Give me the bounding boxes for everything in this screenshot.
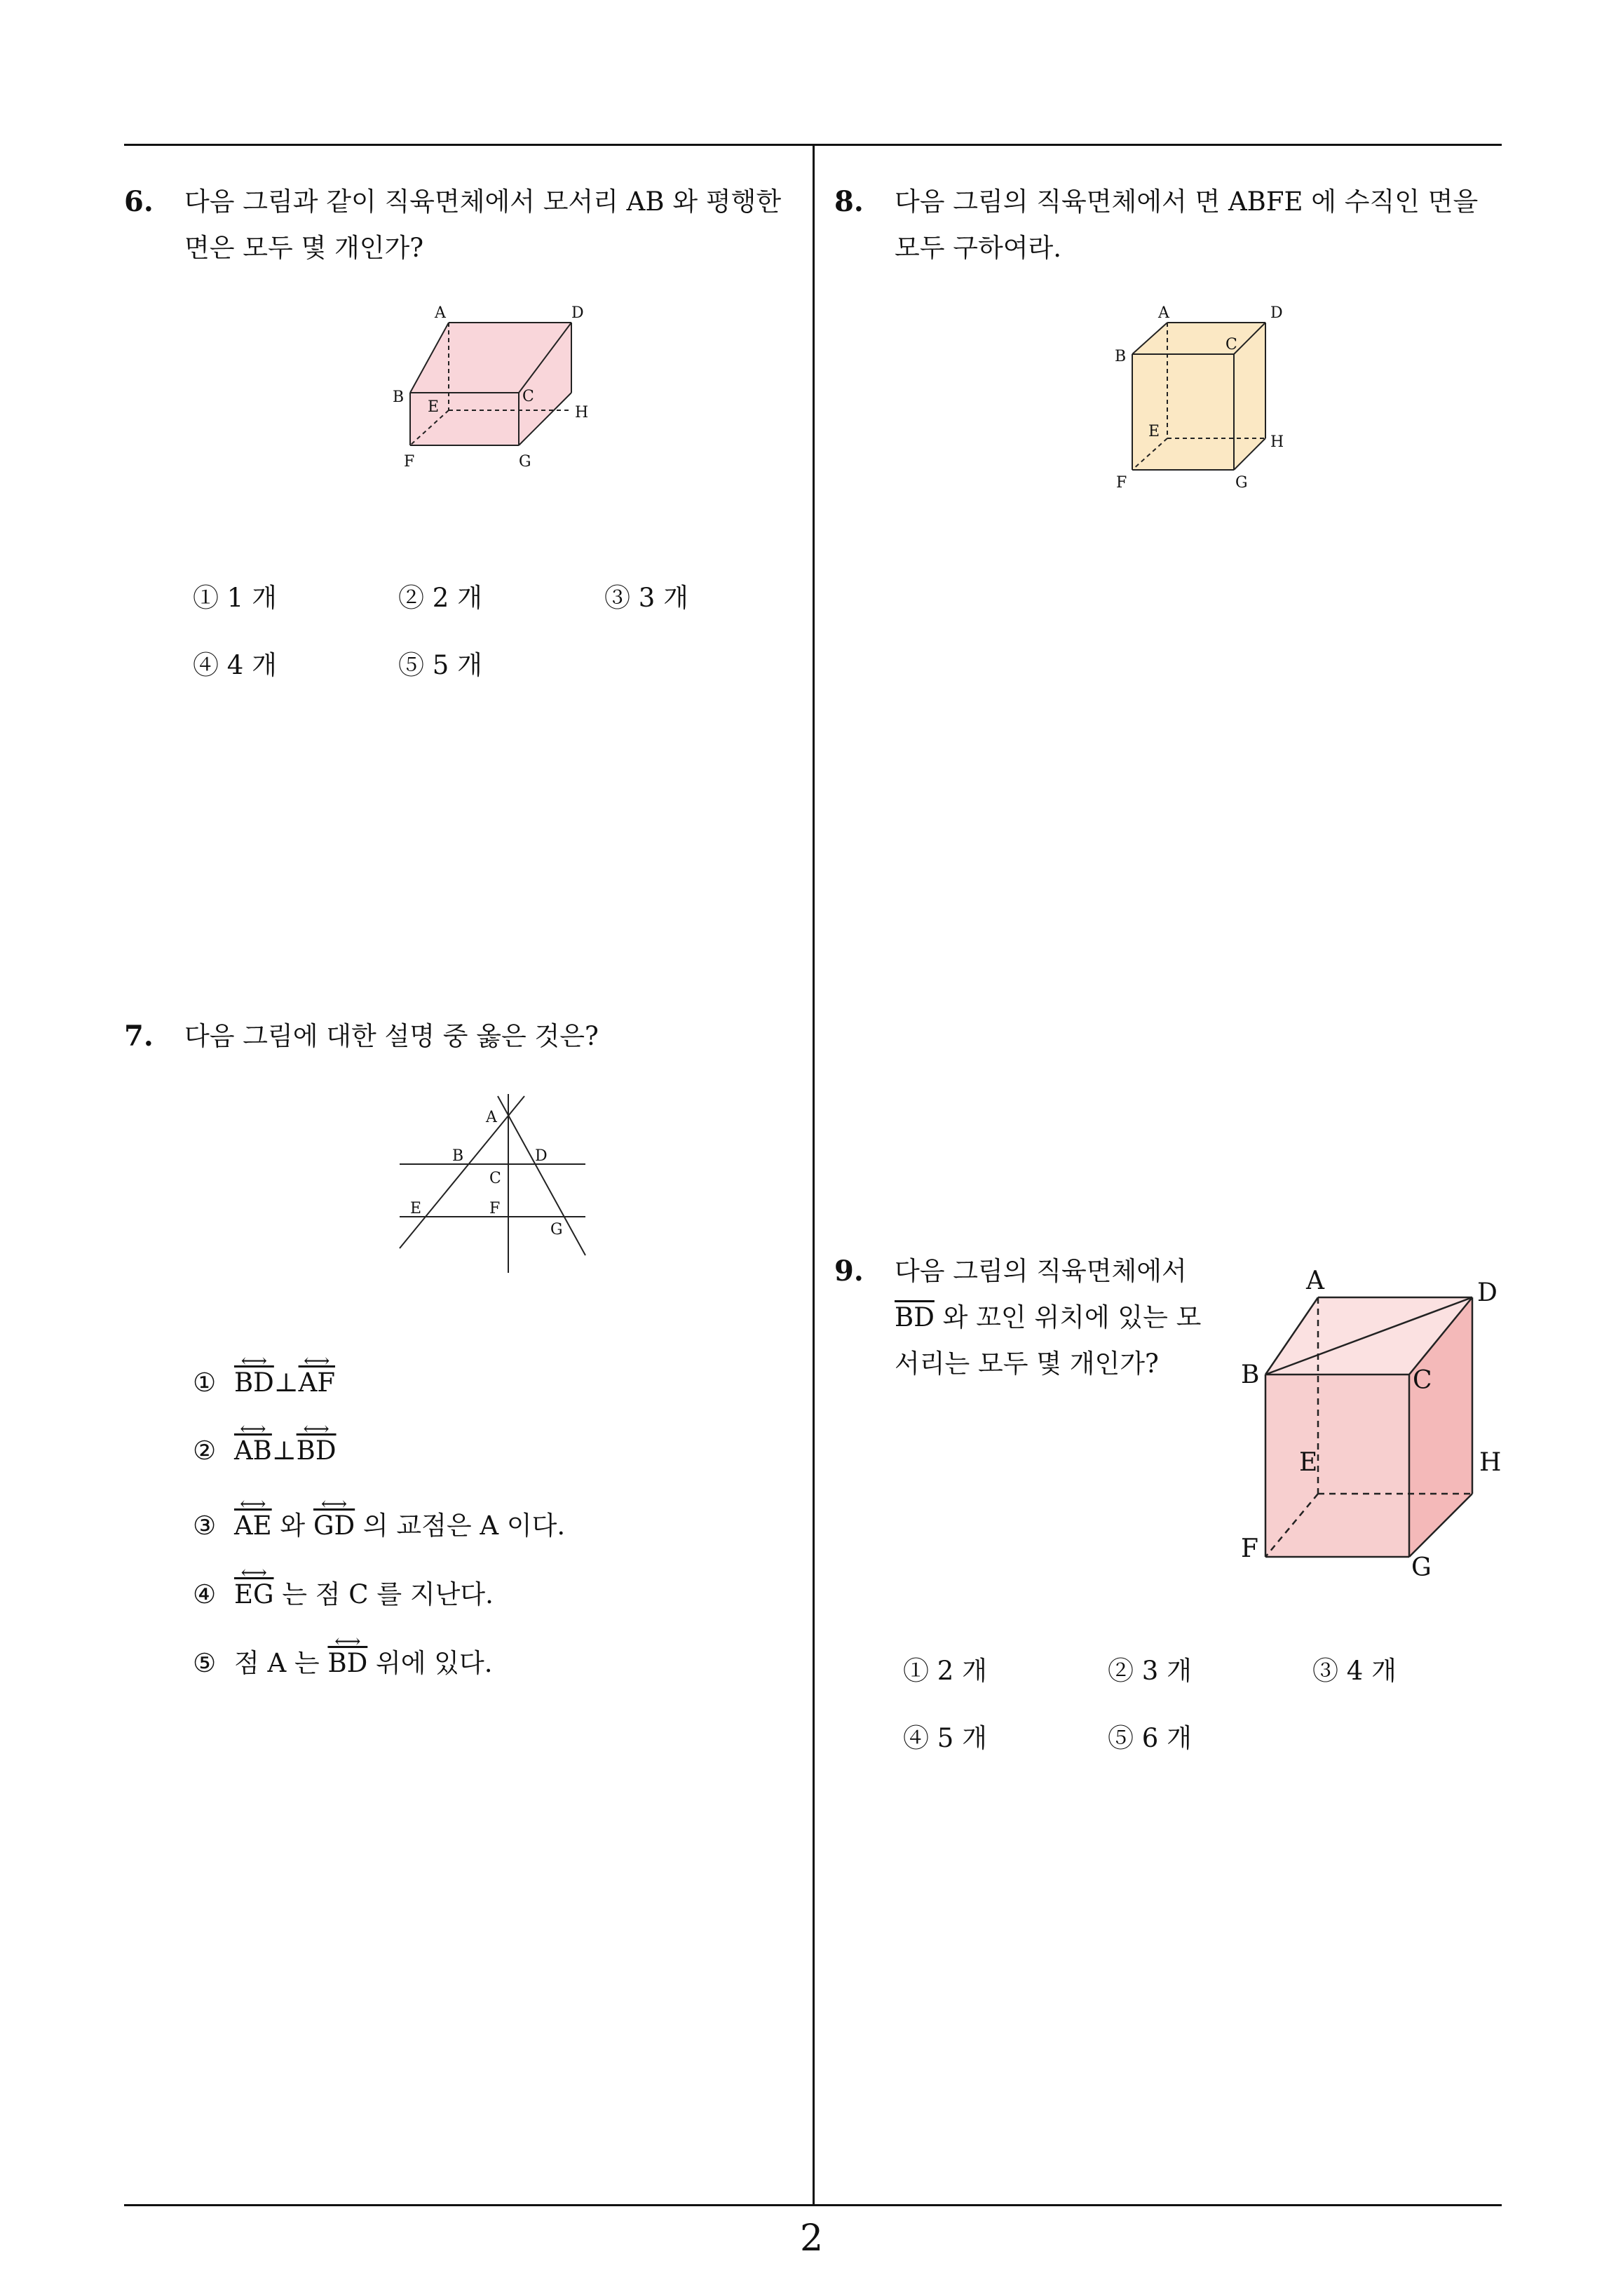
cuboid-figure-q9 [1230, 1262, 1511, 1585]
vertex-label: C [522, 388, 534, 405]
option-text: 와 [271, 1511, 313, 1541]
option-1[interactable]: ① 1 개 [193, 583, 277, 613]
vertex-label: E [428, 398, 440, 416]
vertex-label: D [1270, 304, 1283, 322]
line-symbol: ⟷ $\overline{EG}$ [234, 1579, 274, 1609]
vertex-label: B [393, 389, 405, 406]
question-number: 7. [124, 1020, 154, 1053]
vertex-label: A [435, 304, 446, 322]
option-3[interactable] [193, 1504, 565, 1542]
option-1[interactable] [193, 1368, 335, 1398]
point-label: C [489, 1170, 501, 1187]
bottom-rule [124, 2204, 1502, 2206]
vertex-label: A [1158, 304, 1169, 322]
question-text [895, 179, 1526, 271]
option-2[interactable]: ② 2 개 [398, 583, 482, 613]
option-3[interactable]: ③ 3 개 [604, 583, 688, 613]
vertex-label: B [1115, 348, 1127, 365]
operator: ⊥ [271, 1436, 297, 1466]
question-line: 면은 모두 몇 개인가? [184, 233, 424, 263]
question-line: 서리는 모두 몇 개인가? [895, 1349, 1159, 1379]
vertex-label: D [1477, 1278, 1498, 1307]
segment-symbol: $\overline{BD}$ [895, 1302, 935, 1332]
question-line: 다음 그림의 직육면체에서 [895, 1256, 1187, 1286]
line-symbol: ⟷ $\overline{AF}$ [299, 1368, 335, 1398]
option-1[interactable]: ① 2 개 [903, 1656, 987, 1686]
vertex-label: H [575, 404, 589, 421]
line-symbol: ⟷ $\overline{BD}$ [327, 1648, 367, 1678]
option-5[interactable]: ⑤ 5 개 [398, 650, 482, 680]
question-number: 9. [834, 1255, 864, 1288]
option-mark: ④ [193, 1579, 217, 1609]
operator: ⊥ [273, 1368, 299, 1398]
vertex-label: F [404, 453, 415, 471]
page-number: 2 [799, 2217, 824, 2260]
option-mark: ② [193, 1436, 217, 1466]
option-mark: ① [193, 1368, 217, 1398]
point-label: B [452, 1147, 464, 1165]
question-line: 다음 그림과 같이 직육면체에서 모서리 AB 와 평행한 [184, 187, 782, 217]
line-symbol: ⟷ $\overline{GD}$ [313, 1511, 355, 1541]
lines-figure-q7 [389, 1090, 599, 1280]
vertex-label: F [1241, 1534, 1258, 1563]
question-text [895, 1248, 1231, 1387]
question-number: 6. [124, 185, 154, 218]
vertex-label: E [1148, 423, 1160, 440]
column-divider [813, 144, 815, 2206]
vertex-label: F [1116, 474, 1127, 492]
question-text: 다음 그림에 대한 설명 중 옳은 것은? [184, 1021, 599, 1051]
point-label: F [489, 1200, 501, 1217]
option-text: 는 점 C 를 지난다. [273, 1579, 494, 1609]
vertex-label: G [1235, 474, 1248, 492]
option-4[interactable]: ④ 4 개 [193, 650, 277, 680]
vertex-label: A [1306, 1267, 1324, 1295]
vertex-label: D [571, 304, 584, 322]
point-label: E [410, 1200, 422, 1217]
option-4[interactable] [193, 1573, 494, 1611]
point-label: D [535, 1147, 548, 1165]
line-symbol: ⟷ $\overline{BD}$ [234, 1368, 274, 1398]
option-text: 의 교점은 A 이다. [355, 1511, 566, 1541]
line-symbol: ⟷ $\overline{AE}$ [234, 1511, 272, 1541]
line-symbol: ⟷ $\overline{AB}$ [234, 1436, 272, 1466]
vertex-label: C [1413, 1366, 1432, 1395]
option-mark: ⑤ [193, 1648, 217, 1678]
option-4[interactable]: ④ 5 개 [903, 1723, 987, 1753]
vertex-label: E [1299, 1448, 1318, 1477]
question-line: 다음 그림의 직육면체에서 면 ABFE 에 수직인 면을 [895, 187, 1479, 217]
vertex-label: G [1411, 1553, 1432, 1582]
option-2[interactable] [193, 1436, 337, 1466]
vertex-label: B [1241, 1360, 1260, 1389]
option-3[interactable]: ③ 4 개 [1312, 1656, 1397, 1686]
option-5[interactable] [193, 1642, 493, 1680]
question-line-rest: 와 꼬인 위치에 있는 모 [934, 1302, 1202, 1332]
option-5[interactable]: ⑤ 6 개 [1108, 1723, 1192, 1753]
option-mark: ③ [193, 1511, 217, 1541]
point-label: G [550, 1221, 563, 1238]
vertex-label: C [1225, 336, 1237, 353]
question-text [184, 179, 801, 271]
option-text: 위에 있다. [367, 1648, 493, 1678]
question-number: 8. [834, 185, 864, 218]
option-2[interactable]: ② 3 개 [1108, 1656, 1192, 1686]
point-label: A [486, 1109, 497, 1126]
option-text: 점 A 는 [233, 1648, 328, 1678]
question-line: 모두 구하여라. [895, 233, 1061, 263]
question-line [895, 1295, 1231, 1341]
vertex-label: G [519, 453, 531, 471]
vertex-label: H [1270, 433, 1284, 451]
cuboid-figure-q6 [386, 298, 610, 480]
line-symbol: ⟷ $\overline{BD}$ [297, 1436, 337, 1466]
cuboid-figure-q8 [1108, 298, 1311, 501]
vertex-label: H [1479, 1448, 1502, 1477]
